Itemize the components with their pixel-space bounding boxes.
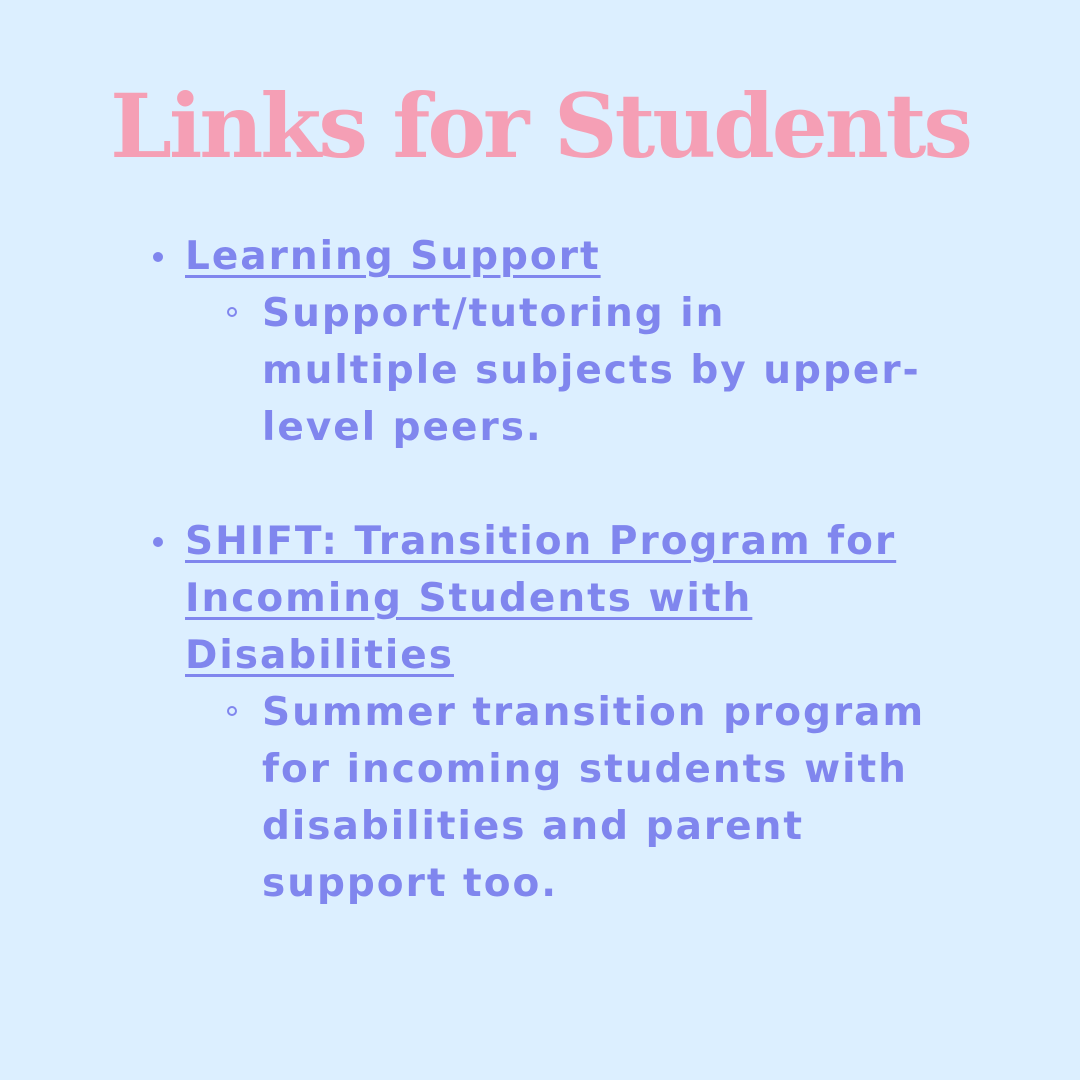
shift-program-description: Summer transition program for incoming students with disabilities and parent support too. <box>262 690 926 906</box>
page-title: Links for Students <box>110 74 970 178</box>
links-list <box>150 228 930 912</box>
hollow-bullet-icon <box>227 307 237 317</box>
learning-support-description: Support/tutoring in multiple subjects by upper-level peers. <box>262 291 921 450</box>
learning-support-link[interactable]: Learning Support <box>185 234 601 279</box>
bullet-icon <box>153 252 163 262</box>
sub-item-shift <box>227 684 930 912</box>
hollow-bullet-icon <box>227 706 237 716</box>
bullet-icon <box>153 537 163 547</box>
list-item-learning-support <box>150 228 930 456</box>
shift-program-link[interactable]: SHIFT: Transition Program for Incoming Students with Disabilities <box>185 519 897 678</box>
list-item-shift <box>150 513 930 912</box>
sub-item-learning-support <box>227 285 930 456</box>
